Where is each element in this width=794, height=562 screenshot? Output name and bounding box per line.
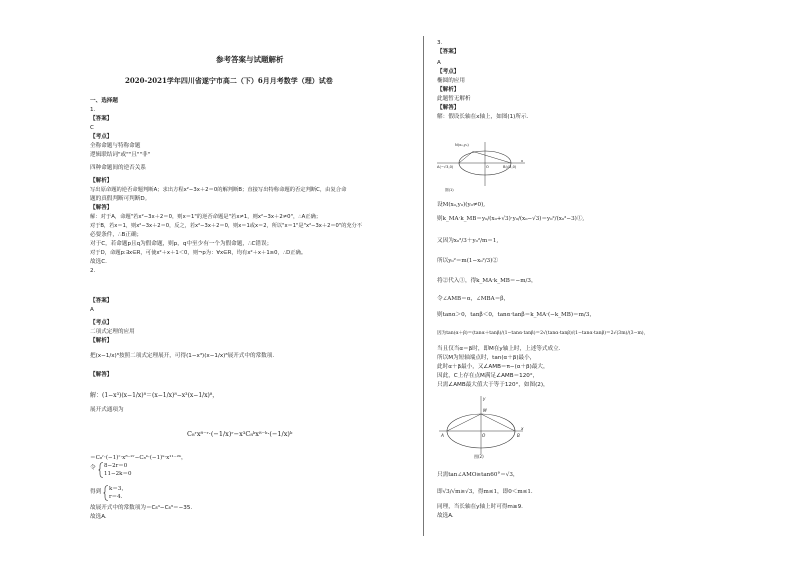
doc-subtitle: 2020-2021学年四川省遂宁市高二（下）6月月考数学（理）试卷 (125, 76, 333, 85)
fig1-label-x: x (521, 159, 524, 163)
q2-kaodian-1: 二项式定理的应用 (90, 329, 135, 335)
q1-answer-label: 【答案】 (90, 116, 113, 122)
q2-choose: 故选A. (90, 514, 107, 520)
q3-step-5: 将②代入①，得k_MA·k_MB＝−m/3， (437, 278, 537, 284)
q3-answer-label: 【答案】 (437, 49, 460, 55)
section-heading: 一、选择题 (90, 98, 118, 104)
q3-step-17: 故选A. (437, 513, 454, 519)
q1-jieda-4: 对于C，若命题p且q为假命题，则p，q中至少有一个为假命题，∴C错误； (90, 241, 273, 247)
q1-jieda-2: 对于B，若x＝1，则x²−3x＋2＝0，反之，若x²−3x＋2＝0，则x＝1或x＝2，所以"x＝1"是"x²−3x＋2＝0"的充分不 (90, 223, 362, 229)
fig2-label-o: O (482, 433, 486, 438)
q2-conclusion: 故展开式中的常数项为＝C₈⁴−C₈³＝−35. (90, 505, 193, 511)
q2-jiexi-1: 把(x−1/x)⁸按照二项式定理展开，可得(1−x³)(x−1/x)⁸展开式中的常数项. (90, 353, 275, 359)
q1-jieda-1: 解：对于A，命题"若x²−3x＋2＝0，则x＝1"的逆否命题是"若x≠1，则x²−3x＋2≠0"，∴A正确； (90, 214, 322, 220)
q2-system-1b: 11−2k＝0 (104, 471, 132, 477)
q3-step-8: 因为tan(α＋β)＝(tanα＋tanβ)/(1−tanα·tanβ)＝2√(tanα·tanβ)/(1−tanα·tanβ)＝2√(3m)/(3−m)， (437, 331, 649, 336)
figure-2-graphic (437, 394, 527, 460)
fig1-label-n: N(x₀,y₀) (455, 143, 469, 147)
q2-jieda-label: 【解答】 (90, 372, 113, 378)
q3-step-16: 同理，当长轴在y轴上时可得m≥9. (437, 504, 523, 510)
q2-ling: 令 (90, 465, 96, 471)
q1-kaodian-2: 逻辑联结词"或""且""非" (90, 152, 151, 158)
fig1-label-a: A(−√3,0) (437, 165, 454, 169)
figure-2 (437, 394, 527, 460)
fig2-caption: 图(2) (474, 454, 484, 459)
fig2-label-a: A (441, 433, 444, 438)
q3-answer: A (437, 60, 441, 66)
q2-system-2b: r＝4. (109, 494, 123, 500)
q2-kaodian-label: 【考点】 (90, 320, 113, 326)
q3-step-4: 所以y₀²＝m(1−x₀²/3)② (437, 258, 499, 264)
q2-number: 2. (90, 268, 96, 274)
q2-answer: A (90, 307, 94, 313)
q3-jiexi-1: 此题暂无解析 (437, 96, 471, 102)
q2-system-1a: 8−2r＝0 (104, 463, 128, 469)
q1-jieda-5: 对于D，命题p:∃x∈R，可使x²＋x＋1＜0，则¬p为：∀x∈R，均有x²＋x＋1≥0，∴D正确。 (90, 250, 307, 256)
q2-answer-label: 【答案】 (90, 298, 113, 304)
q3-step-6: 令∠AMB＝α，∠MBA＝β， (437, 296, 510, 302)
fig2-label-m: M (483, 408, 487, 413)
fig2-label-x: x (521, 426, 524, 431)
q1-jiexi-2: 题的真假判断可判断D。 (90, 196, 151, 202)
q3-step-1: 设M(x₀,y₀)(y₀≠0), (437, 202, 486, 208)
q3-kaodian-label: 【考点】 (437, 69, 460, 75)
figure-1 (437, 140, 527, 196)
q3-step-7: 则tanα＞0，tanβ＜0，tanα·tanβ＝k_MA·(−k_MB)＝m/3， (437, 312, 595, 318)
q1-answer: C (90, 125, 94, 131)
q1-jieda-6: 故选C. (90, 259, 107, 265)
q3-step-15: 即√3/√m≥√3，得m≤1，即0＜m≤1. (437, 489, 533, 495)
q1-kaodian-label: 【考点】 (90, 134, 113, 140)
fig2-label-b: B (517, 433, 520, 438)
q1-kaodian-3: 四种命题间的逆否关系 (90, 165, 146, 171)
q3-jieda-1: 解：假设长轴在x轴上，如图(1)所示. (437, 114, 529, 120)
fig1-label-o: O (486, 165, 489, 169)
q1-jieda-label: 【解答】 (90, 205, 113, 211)
q2-jiexi-label: 【解析】 (90, 338, 113, 344)
fig1-label-b: B(√3,0) (503, 165, 517, 169)
q3-kaodian-1: 椭圆的应用 (437, 78, 465, 84)
q3-step-10: 所以M为短轴端点时，tan(α＋β)最小， (437, 355, 536, 361)
q2-jieda-2: 展开式通项为 (90, 407, 124, 413)
q2-formula-2: ＝C₈ʳ·(−1)ʳ·x⁸⁻²ʳ−C₈ᵏ·(−1)ᵏ·x¹¹⁻²ᵏ， (90, 455, 187, 461)
q2-system-2a: k＝3， (109, 486, 127, 492)
fig2-label-y: y (483, 396, 486, 401)
q3-step-11: 此时α＋β最小，又∠AMB＝π−(α＋β)最大， (437, 364, 549, 370)
column-divider (423, 36, 424, 536)
q3-step-13: 只需∠AMB最大值大于等于120°，如图(2)， (437, 382, 549, 388)
q2-formula: C₈ʳx⁸⁻ʳ·(−1/x)ʳ−x³C₈ᵏx⁸⁻ᵏ·(−1/x)ᵏ (187, 430, 293, 438)
q3-number: 3. (437, 40, 443, 46)
q2-de: 得到 (90, 489, 102, 495)
q1-jiexi-1: 写出原命题的逆否命题判断A；求出方程x²−3x＋2＝0的解判断B；直接写出特称命题的否定判断C，由复合命 (90, 187, 347, 193)
q3-step-9: 当且仅当α＝β时，即M在y轴上时，上述等式成立. (437, 346, 561, 352)
q3-jiexi-label: 【解析】 (437, 87, 460, 93)
q3-jieda-label: 【解答】 (437, 105, 460, 111)
q1-kaodian-1: 全称命题与特称命题 (90, 143, 141, 149)
q2-jieda-1: 解：(1−x³)(x−1/x)⁸＝(x−1/x)⁸−x³(x−1/x)⁸， (90, 392, 219, 399)
q1-number: 1. (90, 107, 96, 113)
q1-jiexi-label: 【解析】 (90, 178, 113, 184)
q3-step-2: 则k_MA·k_MB＝y₀/(x₀+√3)·y₀/(x₀−√3)＝y₀²/(x₀²−3)①, (437, 216, 585, 222)
q3-step-12: 因此，C上存在点M满足∠AMB＝120°， (437, 373, 539, 379)
q3-step-3: 又因为x₀²/3＋y₀²/m＝1, (437, 238, 499, 244)
doc-title: 参考答案与试题解析 (216, 55, 284, 64)
q1-jieda-3: 必要条件，∴B正确； (90, 232, 143, 238)
fig1-caption: 图(1) (445, 188, 454, 192)
q3-step-14: 只需tan∠AMO≥tan60°＝√3， (437, 472, 519, 478)
